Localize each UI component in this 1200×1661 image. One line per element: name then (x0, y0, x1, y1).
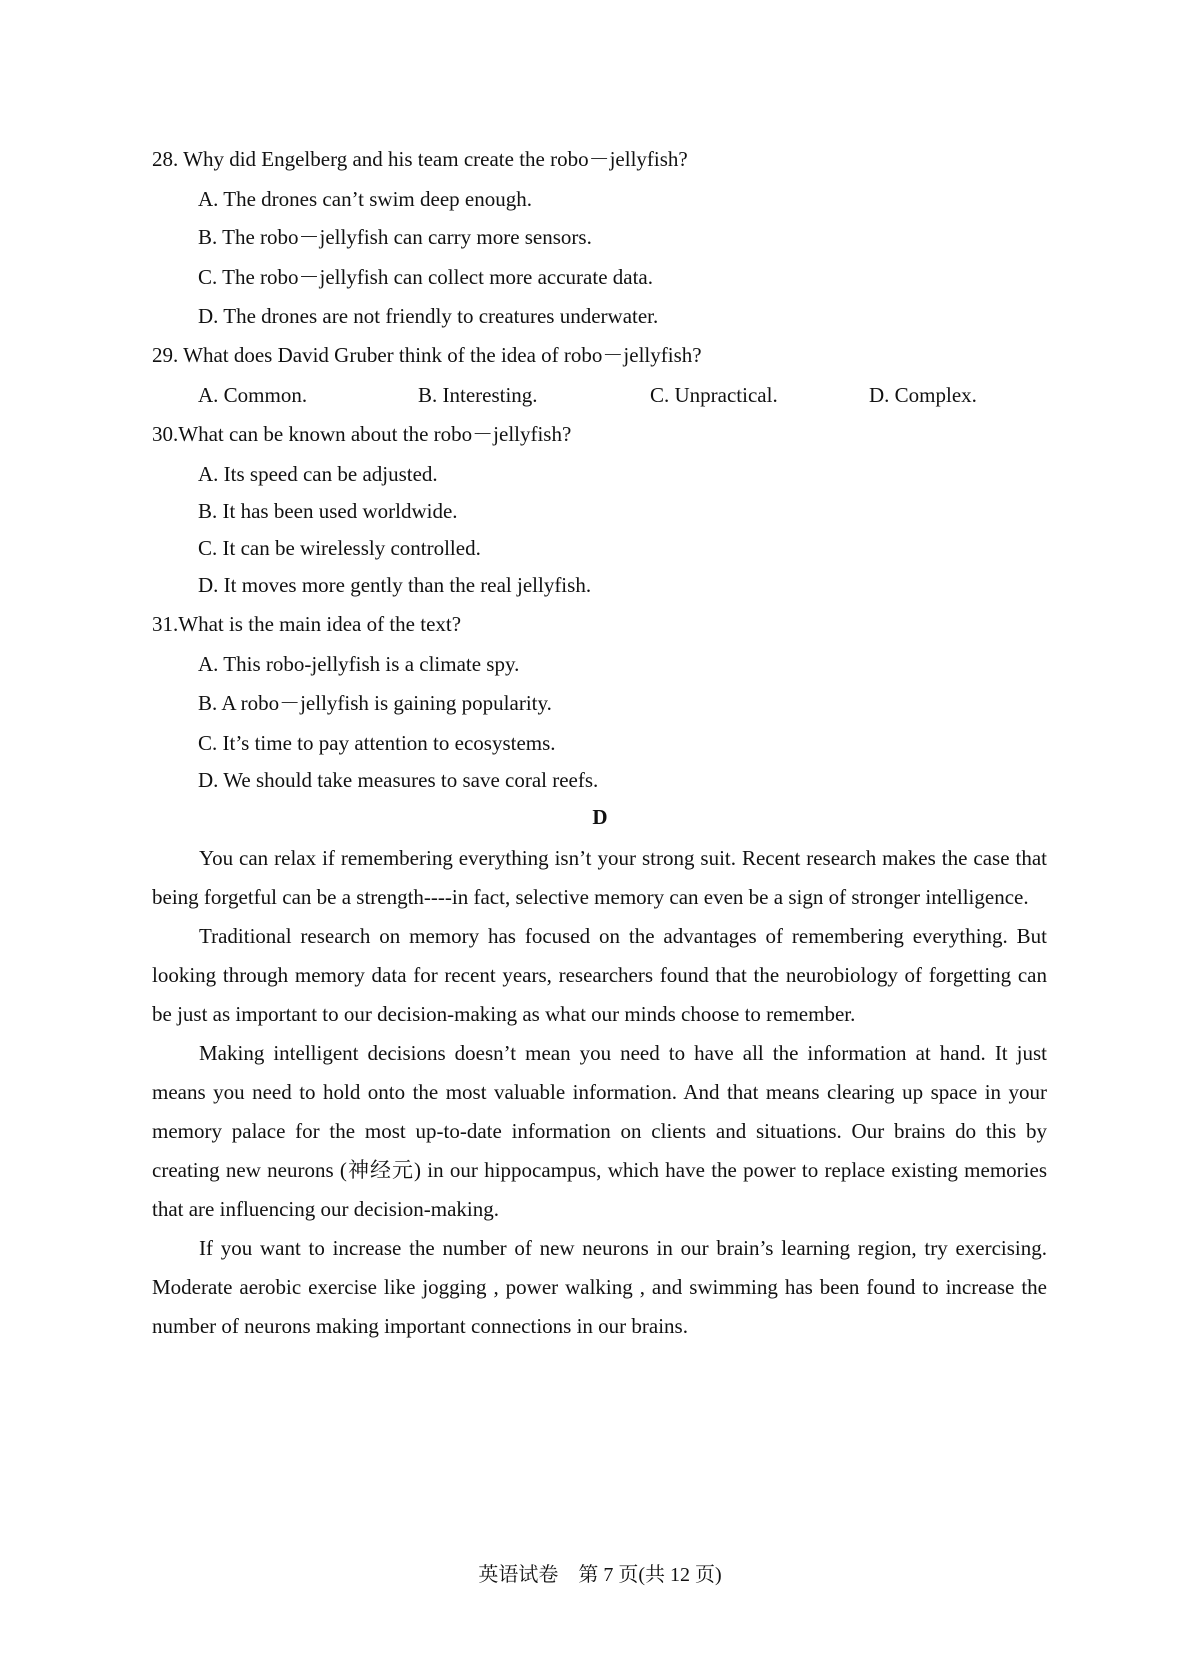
question-28-option-b: B. The robo－jellyfish can carry more sensors. (198, 225, 592, 249)
page-footer: 英语试卷 第 7 页(共 12 页) (478, 1564, 722, 1586)
question-30-option-c: C. It can be wirelessly controlled. (198, 536, 481, 560)
passage-d-paragraph-4: If you want to increase the number of new neurons in our brain’s learning region, try exercising. Moderate aerobic exercise like jogging , power walking , and swimming has been found to increase the number of neurons making important connections in our brains. (152, 1236, 1047, 1338)
question-30-option-a: A. Its speed can be adjusted. (198, 462, 438, 486)
question-30-option-d: D. It moves more gently than the real jellyfish. (198, 573, 592, 597)
passage-d-paragraph-3: Making intelligent decisions doesn’t mean you need to have all the information at hand. It just means you need to hold onto the most valuable information. And that means clearing up space in your memory palace for the most up-to-date information on clients and situations. Our brains do this by creating new neurons (神经元) in our hippocampus, which have the power to replace existing memories that are influencing our decision-making. (152, 1041, 1047, 1221)
question-30-stem: 30.What can be known about the robo－jellyfish? (152, 422, 572, 446)
question-28-stem: 28. Why did Engelberg and his team create the robo－jellyfish? (152, 147, 688, 171)
question-28-option-a: A. The drones can’t swim deep enough. (198, 187, 532, 211)
question-30-option-b: B. It has been used worldwide. (198, 499, 458, 523)
question-31-option-d: D. We should take measures to save coral reefs. (198, 768, 599, 792)
question-29-option-b: B. Interesting. (418, 383, 538, 407)
question-29-stem: 29. What does David Gruber think of the idea of robo－jellyfish? (152, 343, 702, 367)
question-29-option-a: A. Common. (198, 383, 308, 407)
passage-d-paragraph-2: Traditional research on memory has focused on the advantages of remembering everything. But looking through memory data for recent years, researchers found that the neurobiology of forgetting can be just as important to our decision-making as what our minds choose to remember. (152, 924, 1047, 1026)
question-31-stem: 31.What is the main idea of the text? (152, 612, 462, 636)
question-31-option-b: B. A robo－jellyfish is gaining popularity. (198, 691, 552, 715)
question-29-option-c: C. Unpractical. (650, 383, 778, 407)
question-28-option-c: C. The robo－jellyfish can collect more accurate data. (198, 265, 654, 289)
question-31-option-c: C. It’s time to pay attention to ecosystems. (198, 731, 556, 755)
passage-d-paragraph-1: You can relax if remembering everything isn’t your strong suit. Recent research makes the case that being forgetful can be a strength----in fact, selective memory can even be a sign of stronger intelligence. (152, 846, 1047, 909)
question-31-option-a: A. This robo-jellyfish is a climate spy. (198, 652, 520, 676)
question-29-option-d: D. Complex. (869, 383, 977, 407)
question-28-option-d: D. The drones are not friendly to creatures underwater. (198, 304, 659, 328)
section-d-title: D (592, 805, 608, 829)
